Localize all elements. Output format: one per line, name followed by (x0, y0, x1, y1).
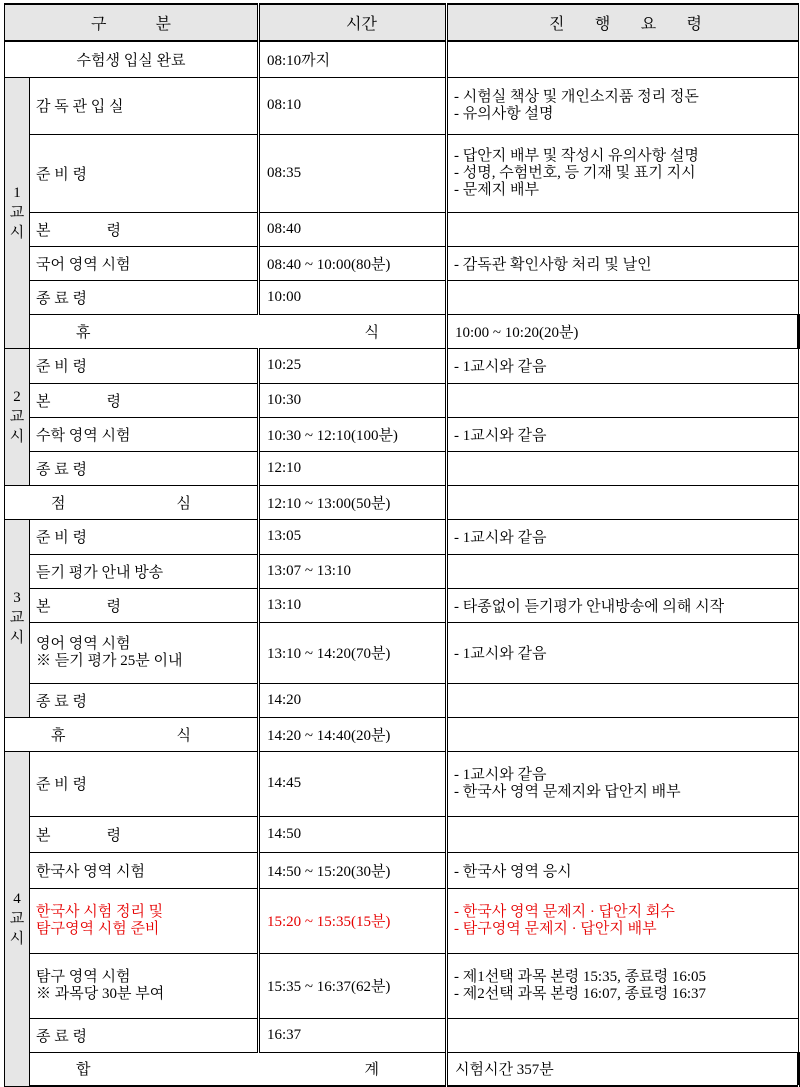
table-row (5, 751, 799, 816)
row-label: 준 비 령 (30, 751, 259, 816)
table-row (5, 134, 799, 212)
row-note (447, 816, 799, 852)
row-label: 감 독 관 입 실 (30, 77, 259, 134)
row-time: 14:50 (259, 816, 447, 852)
row-note: - 1교시와 같음 (447, 622, 799, 683)
table-row (5, 451, 799, 485)
table-row (5, 41, 799, 77)
row-note (447, 383, 799, 417)
row-time: 15:35 ~ 16:37(62분) (259, 953, 447, 1018)
table-row (5, 953, 799, 1018)
row-label: 준 비 령 (30, 134, 259, 212)
row-label: 본 령 (30, 212, 259, 246)
row-note (447, 1018, 799, 1052)
row-time: 13:05 (259, 519, 447, 554)
period-2-label: 2 교 시 (5, 348, 30, 485)
row-label: 점 심 (5, 485, 259, 519)
table-row (5, 888, 799, 953)
table-row (5, 246, 799, 280)
row-label: 수학 영역 시험 (30, 417, 259, 451)
row-time: 12:10 ~ 13:00(50분) (259, 485, 447, 519)
table-row (5, 383, 799, 417)
row-time: 10:00 (259, 280, 447, 314)
period-3-label: 3 교 시 (5, 519, 30, 717)
row-note: - 한국사 영역 문제지 · 답안지 회수 - 탐구영역 문제지 · 답안지 배부 (447, 888, 799, 953)
row-label: 수험생 입실 완료 (5, 41, 259, 77)
table-row (5, 77, 799, 134)
row-label: 국어 영역 시험 (30, 246, 259, 280)
row-time: 시험시간 357분 (447, 1052, 799, 1086)
row-note: - 1교시와 같음 (447, 348, 799, 383)
table-row (5, 1018, 799, 1052)
exam-schedule-table (4, 3, 799, 1087)
row-time: 08:40 (259, 212, 447, 246)
row-time: 10:25 (259, 348, 447, 383)
row-time: 14:20 ~ 14:40(20분) (259, 717, 447, 751)
table-row (5, 314, 799, 348)
row-note (447, 280, 799, 314)
row-note (447, 451, 799, 485)
row-label: 휴 식 (5, 717, 259, 751)
table-row (5, 417, 799, 451)
table-row (5, 852, 799, 888)
row-time: 08:10까지 (259, 41, 447, 77)
row-note: - 타종없이 듣기평가 안내방송에 의해 시작 (447, 588, 799, 622)
row-time: 12:10 (259, 451, 447, 485)
row-label: 종 료 령 (30, 451, 259, 485)
row-note (447, 485, 799, 519)
row-label: 한국사 영역 시험 (30, 852, 259, 888)
row-note: - 감독관 확인사항 처리 및 날인 (447, 246, 799, 280)
row-note: - 제1선택 과목 본령 15:35, 종료령 16:05 - 제2선택 과목 본령 16:07, 종료령 16:37 (447, 953, 799, 1018)
table-row (5, 588, 799, 622)
row-time: 10:00 ~ 10:20(20분) (447, 314, 799, 348)
table-row (5, 1052, 799, 1086)
row-note (447, 41, 799, 77)
row-time: 14:20 (259, 683, 447, 717)
table-row (5, 280, 799, 314)
row-label: 한국사 시험 정리 및 탐구영역 시험 준비 (30, 888, 259, 953)
row-note (447, 717, 799, 751)
row-label: 듣기 평가 안내 방송 (30, 554, 259, 588)
row-label: 종 료 령 (30, 1018, 259, 1052)
row-note: - 시험실 책상 및 개인소지품 정리 정돈 - 유의사항 설명 (447, 77, 799, 134)
header-category: 구 분 (5, 4, 259, 41)
row-note (447, 212, 799, 246)
row-time: 10:30 ~ 12:10(100분) (259, 417, 447, 451)
row-note (447, 683, 799, 717)
row-label: 본 령 (30, 383, 259, 417)
table-row (5, 683, 799, 717)
row-time: 08:40 ~ 10:00(80분) (259, 246, 447, 280)
header-row (5, 4, 799, 41)
row-time: 13:10 (259, 588, 447, 622)
row-note: - 1교시와 같음 - 한국사 영역 문제지와 답안지 배부 (447, 751, 799, 816)
row-time: 10:30 (259, 383, 447, 417)
row-label: 준 비 령 (30, 348, 259, 383)
row-label: 종 료 령 (30, 683, 259, 717)
header-procedure: 진 행 요 령 (447, 4, 799, 41)
period-1-label: 1 교 시 (5, 77, 30, 348)
row-label: 본 령 (30, 588, 259, 622)
table-row (5, 485, 799, 519)
row-label: 준 비 령 (30, 519, 259, 554)
table-row (5, 622, 799, 683)
period-4-label: 4 교 시 (5, 751, 30, 1086)
row-time: 08:35 (259, 134, 447, 212)
table-row (5, 348, 799, 383)
row-note: - 1교시와 같음 (447, 417, 799, 451)
row-time: 15:20 ~ 15:35(15분) (259, 888, 447, 953)
table-row (5, 816, 799, 852)
row-label: 영어 영역 시험 ※ 듣기 평가 25분 이내 (30, 622, 259, 683)
table-row (5, 212, 799, 246)
row-note: - 답안지 배부 및 작성시 유의사항 설명 - 성명, 수험번호, 등 기재 및 표기 지시 - 문제지 배부 (447, 134, 799, 212)
table-row (5, 717, 799, 751)
table-row (5, 519, 799, 554)
header-time: 시 간 (259, 4, 447, 41)
row-time: 14:50 ~ 15:20(30분) (259, 852, 447, 888)
row-time: 13:10 ~ 14:20(70분) (259, 622, 447, 683)
row-time: 16:37 (259, 1018, 447, 1052)
row-time: 14:45 (259, 751, 447, 816)
table-row (5, 554, 799, 588)
row-time: 08:10 (259, 77, 447, 134)
row-time: 13:07 ~ 13:10 (259, 554, 447, 588)
row-label: 휴 식 (30, 314, 447, 348)
row-note (447, 554, 799, 588)
row-label: 합 계 (30, 1052, 447, 1086)
row-label: 탐구 영역 시험 ※ 과목당 30분 부여 (30, 953, 259, 1018)
row-note: - 한국사 영역 응시 (447, 852, 799, 888)
row-note: - 1교시와 같음 (447, 519, 799, 554)
row-label: 본 령 (30, 816, 259, 852)
row-label: 종 료 령 (30, 280, 259, 314)
